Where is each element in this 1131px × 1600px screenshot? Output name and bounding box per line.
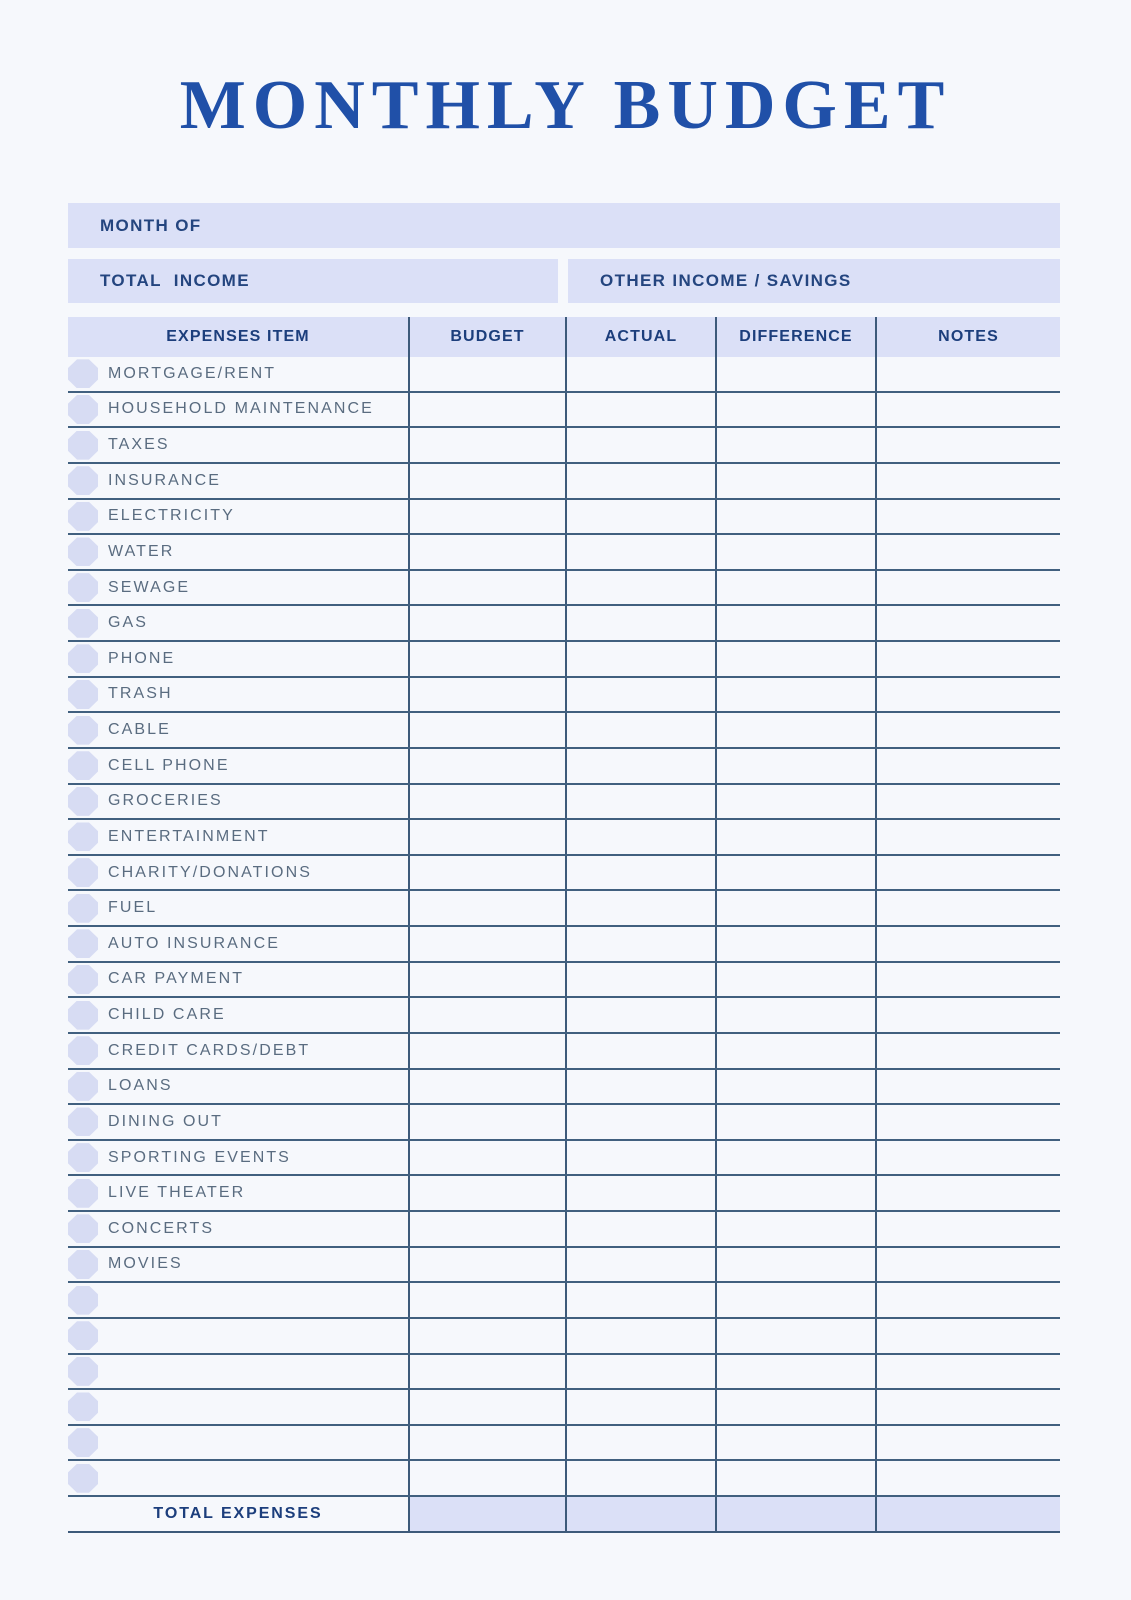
table-row [68,785,1060,821]
notes-cell[interactable] [875,428,1060,462]
expense-item-cell [68,1070,408,1104]
difference-cell[interactable] [715,998,875,1032]
actual-cell[interactable] [565,678,715,712]
difference-cell[interactable] [715,1141,875,1175]
octagon-bullet-icon [68,573,98,602]
expense-item-label: ELECTRICITY [108,507,235,525]
budget-cell[interactable] [408,535,565,569]
notes-cell[interactable] [875,749,1060,783]
expense-item-label: INSURANCE [108,471,221,489]
expense-item-cell [68,856,408,890]
budget-cell[interactable] [408,1176,565,1210]
expense-item-label: CHARITY/DONATIONS [108,863,312,881]
notes-cell[interactable] [875,1283,1060,1317]
octagon-bullet-icon [68,822,98,851]
difference-cell[interactable] [715,820,875,854]
budget-cell[interactable] [408,1034,565,1068]
expense-item-cell [68,1461,408,1495]
actual-cell[interactable] [565,428,715,462]
expense-item-label: GAS [108,614,149,632]
octagon-bullet-icon [68,466,98,495]
expense-item-cell [68,1176,408,1210]
actual-cell[interactable] [565,1319,715,1353]
expense-item-cell [68,891,408,925]
difference-cell[interactable] [715,1034,875,1068]
actual-cell[interactable] [565,464,715,498]
octagon-bullet-icon [68,1250,98,1279]
expense-item-cell [68,1212,408,1246]
difference-cell[interactable] [715,357,875,391]
other-income-savings-field[interactable] [568,259,1060,303]
difference-cell[interactable] [715,749,875,783]
difference-cell[interactable] [715,571,875,605]
difference-cell[interactable] [715,891,875,925]
table-header-row [68,317,1060,357]
octagon-bullet-icon [68,1072,98,1101]
actual-cell[interactable] [565,606,715,640]
expense-item-cell [68,785,408,819]
table-row [68,678,1060,714]
octagon-bullet-icon [68,1428,98,1457]
octagon-bullet-icon [68,644,98,673]
budget-cell[interactable] [408,785,565,819]
notes-cell[interactable] [875,891,1060,925]
actual-cell[interactable] [565,1283,715,1317]
expense-item-cell [68,1105,408,1139]
actual-cell[interactable] [565,1212,715,1246]
expense-item-label: FUEL [108,899,158,917]
notes-cell[interactable] [875,464,1060,498]
budget-cell[interactable] [408,1319,565,1353]
budget-cell[interactable] [408,927,565,961]
budget-cell[interactable] [408,642,565,676]
notes-cell[interactable] [875,500,1060,534]
difference-cell[interactable] [715,1390,875,1424]
notes-cell[interactable] [875,1212,1060,1246]
expense-item-label: SEWAGE [108,578,191,596]
notes-cell[interactable] [875,785,1060,819]
actual-cell[interactable] [565,1461,715,1495]
notes-cell[interactable] [875,927,1060,961]
octagon-bullet-icon [68,1214,98,1243]
octagon-bullet-icon [68,359,98,388]
actual-cell[interactable] [565,963,715,997]
octagon-bullet-icon [68,537,98,566]
notes-cell[interactable] [875,1390,1060,1424]
notes-cell[interactable] [875,535,1060,569]
actual-cell[interactable] [565,1070,715,1104]
expense-item-label: TRASH [108,685,173,703]
notes-cell[interactable] [875,998,1060,1032]
expense-item-label: CONCERTS [108,1219,215,1237]
total-actual-cell[interactable] [565,1497,715,1531]
month-of-label: MONTH OF [100,215,202,235]
difference-cell[interactable] [715,856,875,890]
octagon-bullet-icon [68,1357,98,1386]
expense-item-label: CABLE [108,721,171,739]
header-cell-expenses-item: EXPENSES ITEM [166,328,310,345]
table-row [68,963,1060,999]
table-row [68,820,1060,856]
difference-cell[interactable] [715,428,875,462]
actual-cell[interactable] [565,1426,715,1460]
actual-cell[interactable] [565,1176,715,1210]
expense-item-cell [68,1426,408,1460]
notes-cell[interactable] [875,357,1060,391]
expense-item-label: CHILD CARE [108,1006,226,1024]
actual-cell[interactable] [565,571,715,605]
total-notes-cell[interactable] [875,1497,1060,1531]
table-row [68,357,1060,393]
notes-cell[interactable] [875,1105,1060,1139]
table-row [68,642,1060,678]
actual-cell[interactable] [565,785,715,819]
actual-cell[interactable] [565,357,715,391]
octagon-bullet-icon [68,502,98,531]
actual-cell[interactable] [565,500,715,534]
expense-item-cell [68,1355,408,1389]
actual-cell[interactable] [565,856,715,890]
difference-cell[interactable] [715,1248,875,1282]
budget-cell[interactable] [408,713,565,747]
actual-cell[interactable] [565,927,715,961]
expense-item-cell [68,927,408,961]
notes-cell[interactable] [875,1176,1060,1210]
octagon-bullet-icon [68,431,98,460]
table-row [68,606,1060,642]
notes-cell[interactable] [875,1070,1060,1104]
table-body [68,357,1060,1497]
expense-item-cell [68,1141,408,1175]
budget-cell[interactable] [408,1070,565,1104]
difference-cell[interactable] [715,1105,875,1139]
budget-cell[interactable] [408,1283,565,1317]
budget-cell[interactable] [408,606,565,640]
expense-item-cell [68,1248,408,1282]
table-row [68,1212,1060,1248]
expense-item-label: GROCERIES [108,792,223,810]
difference-cell[interactable] [715,464,875,498]
expense-item-label: DINING OUT [108,1112,224,1130]
budget-cell[interactable] [408,891,565,925]
difference-cell[interactable] [715,606,875,640]
octagon-bullet-icon [68,1321,98,1350]
header-cell-budget: BUDGET [408,317,565,357]
expense-item-cell [68,1034,408,1068]
budget-cell[interactable] [408,571,565,605]
difference-cell[interactable] [715,393,875,427]
actual-cell[interactable] [565,1248,715,1282]
notes-cell[interactable] [875,820,1060,854]
expense-item-label: HOUSEHOLD MAINTENANCE [108,400,374,418]
expense-item-cell [68,820,408,854]
budget-cell[interactable] [408,1105,565,1139]
budget-cell[interactable] [408,998,565,1032]
notes-cell[interactable] [875,963,1060,997]
actual-cell[interactable] [565,1105,715,1139]
expense-item-label: CREDIT CARDS/DEBT [108,1041,311,1059]
table-row [68,1355,1060,1391]
actual-cell[interactable] [565,1141,715,1175]
table-row [68,1319,1060,1355]
actual-cell[interactable] [565,1355,715,1389]
table-row [68,464,1060,500]
actual-cell[interactable] [565,535,715,569]
page-title: MONTHLY BUDGET [179,67,952,144]
octagon-bullet-icon [68,1001,98,1030]
octagon-bullet-icon [68,609,98,638]
actual-cell[interactable] [565,642,715,676]
total-income-field[interactable] [68,259,558,303]
octagon-bullet-icon [68,1179,98,1208]
difference-cell[interactable] [715,1212,875,1246]
octagon-bullet-icon [68,395,98,424]
header-cell-difference: DIFFERENCE [715,317,875,357]
budget-cell[interactable] [408,1212,565,1246]
total-budget-cell[interactable] [408,1497,565,1531]
budget-cell[interactable] [408,963,565,997]
expense-item-cell [68,678,408,712]
expense-item-cell [68,642,408,676]
table-row [68,1461,1060,1497]
table-row [68,1105,1060,1141]
difference-cell[interactable] [715,785,875,819]
budget-cell[interactable] [408,749,565,783]
budget-cell[interactable] [408,1355,565,1389]
notes-cell[interactable] [875,1355,1060,1389]
table-row [68,1248,1060,1284]
notes-cell[interactable] [875,713,1060,747]
total-expenses-row [68,1497,1060,1533]
budget-cell[interactable] [408,464,565,498]
table-row [68,1141,1060,1177]
expense-item-label: AUTO INSURANCE [108,934,280,952]
expense-item-cell [68,713,408,747]
budget-cell[interactable] [408,1141,565,1175]
budget-cell[interactable] [408,856,565,890]
expense-item-cell [68,749,408,783]
notes-cell[interactable] [875,393,1060,427]
expense-item-label: MORTGAGE/RENT [108,364,277,382]
header-cell-actual: ACTUAL [565,317,715,357]
table-row [68,535,1060,571]
difference-cell[interactable] [715,963,875,997]
expense-item-label: LIVE THEATER [108,1184,246,1202]
table-row [68,891,1060,927]
difference-cell[interactable] [715,1283,875,1317]
difference-cell[interactable] [715,535,875,569]
notes-cell[interactable] [875,1461,1060,1495]
budget-cell[interactable] [408,1426,565,1460]
notes-cell[interactable] [875,571,1060,605]
notes-cell[interactable] [875,1141,1060,1175]
notes-cell[interactable] [875,606,1060,640]
expense-item-label: CELL PHONE [108,756,230,774]
octagon-bullet-icon [68,894,98,923]
expense-item-cell [68,464,408,498]
difference-cell[interactable] [715,1176,875,1210]
table-row [68,393,1060,429]
table-row [68,500,1060,536]
expense-item-label: CAR PAYMENT [108,970,245,988]
table-row [68,856,1060,892]
difference-cell[interactable] [715,1070,875,1104]
table-row [68,428,1060,464]
month-of-field[interactable] [68,203,1060,248]
table-row [68,998,1060,1034]
expense-item-label: SPORTING EVENTS [108,1148,291,1166]
expense-item-cell [68,606,408,640]
actual-cell[interactable] [565,998,715,1032]
octagon-bullet-icon [68,1107,98,1136]
difference-cell[interactable] [715,927,875,961]
octagon-bullet-icon [68,929,98,958]
octagon-bullet-icon [68,787,98,816]
budget-cell[interactable] [408,678,565,712]
difference-cell[interactable] [715,642,875,676]
expense-item-label: LOANS [108,1077,173,1095]
table-row [68,1426,1060,1462]
table-row [68,1390,1060,1426]
expense-item-cell [68,571,408,605]
expense-item-cell [68,1319,408,1353]
octagon-bullet-icon [68,1464,98,1493]
budget-cell[interactable] [408,357,565,391]
difference-cell[interactable] [715,1355,875,1389]
octagon-bullet-icon [68,1392,98,1421]
notes-cell[interactable] [875,1248,1060,1282]
octagon-bullet-icon [68,858,98,887]
budget-cell[interactable] [408,500,565,534]
table-row [68,1070,1060,1106]
notes-cell[interactable] [875,1319,1060,1353]
expense-item-cell [68,393,408,427]
expense-item-cell [68,963,408,997]
actual-cell[interactable] [565,749,715,783]
expense-item-cell [68,428,408,462]
notes-cell[interactable] [875,678,1060,712]
total-difference-cell[interactable] [715,1497,875,1531]
notes-cell[interactable] [875,642,1060,676]
expense-item-cell [68,1283,408,1317]
expense-item-label: ENTERTAINMENT [108,827,270,845]
budget-cell[interactable] [408,1461,565,1495]
budget-cell[interactable] [408,820,565,854]
other-income-savings-label: OTHER INCOME / SAVINGS [600,271,852,290]
difference-cell[interactable] [715,678,875,712]
difference-cell[interactable] [715,1426,875,1460]
expense-item-label: WATER [108,542,175,560]
difference-cell[interactable] [715,1461,875,1495]
notes-cell[interactable] [875,1034,1060,1068]
table-row [68,749,1060,785]
difference-cell[interactable] [715,713,875,747]
budget-cell[interactable] [408,1390,565,1424]
expense-item-cell [68,535,408,569]
expense-item-label: MOVIES [108,1255,183,1273]
octagon-bullet-icon [68,1036,98,1065]
notes-cell[interactable] [875,856,1060,890]
expense-item-cell [68,1390,408,1424]
expense-item-cell [68,500,408,534]
actual-cell[interactable] [565,820,715,854]
table-row [68,927,1060,963]
table-row [68,1283,1060,1319]
octagon-bullet-icon [68,1143,98,1172]
octagon-bullet-icon [68,751,98,780]
table-row [68,1034,1060,1070]
total-expenses-label: TOTAL EXPENSES [153,1505,323,1522]
table-row [68,713,1060,749]
difference-cell[interactable] [715,1319,875,1353]
budget-cell[interactable] [408,428,565,462]
actual-cell[interactable] [565,1390,715,1424]
expense-item-cell [68,357,408,391]
actual-cell[interactable] [565,713,715,747]
octagon-bullet-icon [68,1286,98,1315]
octagon-bullet-icon [68,716,98,745]
actual-cell[interactable] [565,393,715,427]
budget-cell[interactable] [408,393,565,427]
expense-item-cell [68,998,408,1032]
header-cell-notes: NOTES [875,317,1060,357]
actual-cell[interactable] [565,891,715,925]
budget-cell[interactable] [408,1248,565,1282]
octagon-bullet-icon [68,965,98,994]
difference-cell[interactable] [715,500,875,534]
actual-cell[interactable] [565,1034,715,1068]
expense-item-label: TAXES [108,436,170,454]
expenses-table [68,317,1060,1533]
table-row [68,571,1060,607]
octagon-bullet-icon [68,680,98,709]
expense-item-label: PHONE [108,649,176,667]
table-row [68,1176,1060,1212]
total-income-label: TOTAL INCOME [100,271,250,290]
notes-cell[interactable] [875,1426,1060,1460]
